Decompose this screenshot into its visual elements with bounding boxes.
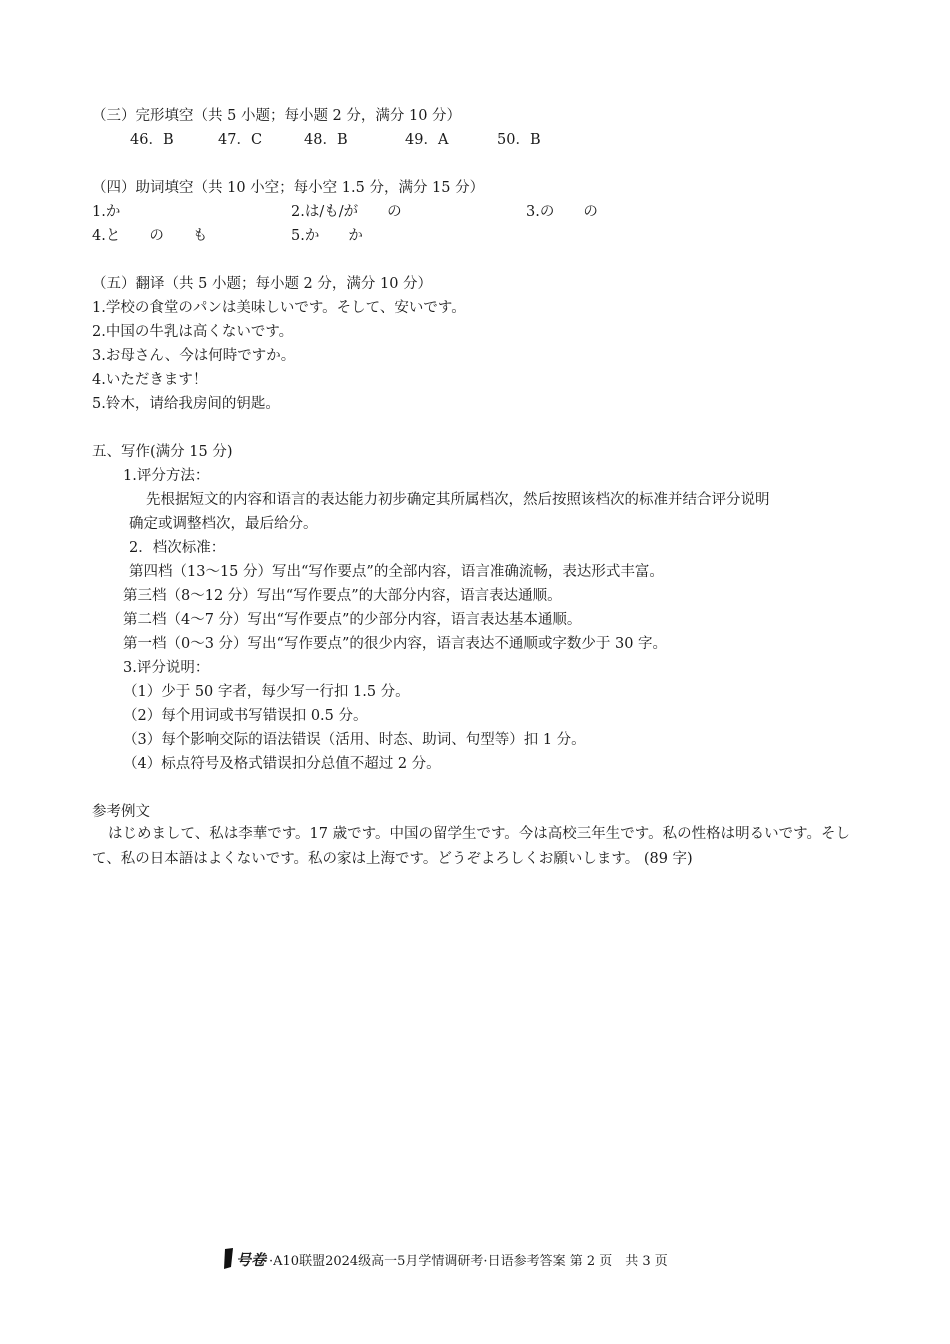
- brush-mark-icon: [222, 1248, 236, 1270]
- note-item: （4）标点符号及格式错误扣分总值不超过 2 分。: [123, 756, 441, 772]
- answer-46: 46．B: [130, 132, 174, 148]
- translation-item: 4.いただきます！: [92, 372, 208, 388]
- sample-essay-title: 参考例文: [92, 804, 150, 820]
- particle-answer-1: 1.か: [92, 204, 121, 220]
- level-item: 第一档（0～3 分）写出“写作要点”的很少内容，语言表达不通顺或字数少于 30 字。: [123, 636, 668, 652]
- publisher-logo: [222, 1248, 266, 1270]
- note-item: （1）少于 50 字者，每少写一行扣 1.5 分。: [123, 684, 410, 700]
- particle-answer-3: 3.の の: [526, 204, 598, 220]
- footer-text: ·A10联盟2024级高一5月学情调研考·日语参考答案 第 2 页 共 3 页: [269, 1253, 668, 1269]
- level-item: 第二档（4～7 分）写出“写作要点”的少部分内容，语言表达基本通顺。: [123, 612, 582, 628]
- particle-answer-5: 5.か か: [291, 228, 363, 244]
- section-5-title: （五）翻译（共 5 小题；每小题 2 分，满分 10 分）: [92, 276, 433, 292]
- levels-title: 2．档次标准：: [129, 540, 226, 556]
- scoring-method-text: 确定或调整档次，最后给分。: [129, 516, 318, 532]
- note-item: （2）每个用词或书写错误扣 0.5 分。: [123, 708, 368, 724]
- scoring-method-text: 先根据短文的内容和语言的表达能力初步确定其所属档次，然后按照该档次的标准并结合评分说明: [146, 492, 770, 508]
- notes-title: 3.评分说明：: [123, 660, 210, 676]
- answer-48: 48．B: [304, 132, 348, 148]
- note-item: （3）每个影响交际的语法错误（活用、时态、助词、句型等）扣 1 分。: [123, 732, 586, 748]
- level-item: 第四档（13～15 分）写出“写作要点”的全部内容，语言准确流畅，表达形式丰富。: [129, 564, 664, 580]
- translation-item: 1.学校の食堂のパンは美味しいです。そして、安いです。: [92, 300, 466, 316]
- section-3-title: （三）完形填空（共 5 小题；每小题 2 分，满分 10 分）: [92, 108, 462, 124]
- answer-47: 47．C: [218, 132, 263, 148]
- answer-49: 49．A: [405, 132, 449, 148]
- particle-answer-4: 4.と の も: [92, 228, 208, 244]
- scoring-method-title: 1.评分方法：: [123, 468, 210, 484]
- sample-essay-text: はじめまして、私は李華です。17 歳です。中国の留学生です。今は高校三年生です。私の性格は明るいです。そして、私の日本語はよくないです。私の家は上海です。どうぞよろしくお願いします。 (89 字): [92, 826, 850, 867]
- translation-item: 3.お母さん、今は何時ですか。: [92, 348, 296, 364]
- logo-text: 号卷: [236, 1251, 267, 1269]
- particle-answer-2: 2.は/も/が の: [291, 204, 402, 220]
- section-4-title: （四）助词填空（共 10 小空；每小空 1.5 分，满分 15 分）: [92, 180, 485, 196]
- level-item: 第三档（8～12 分）写出“写作要点”的大部分内容，语言表达通顺。: [123, 588, 562, 604]
- translation-item: 5.铃木，请给我房间的钥匙。: [92, 396, 280, 412]
- translation-item: 2.中国の牛乳は高くないです。: [92, 324, 294, 340]
- answer-50: 50．B: [497, 132, 541, 148]
- writing-title: 五、写作(满分 15 分): [92, 444, 233, 460]
- page-footer: [222, 1248, 668, 1270]
